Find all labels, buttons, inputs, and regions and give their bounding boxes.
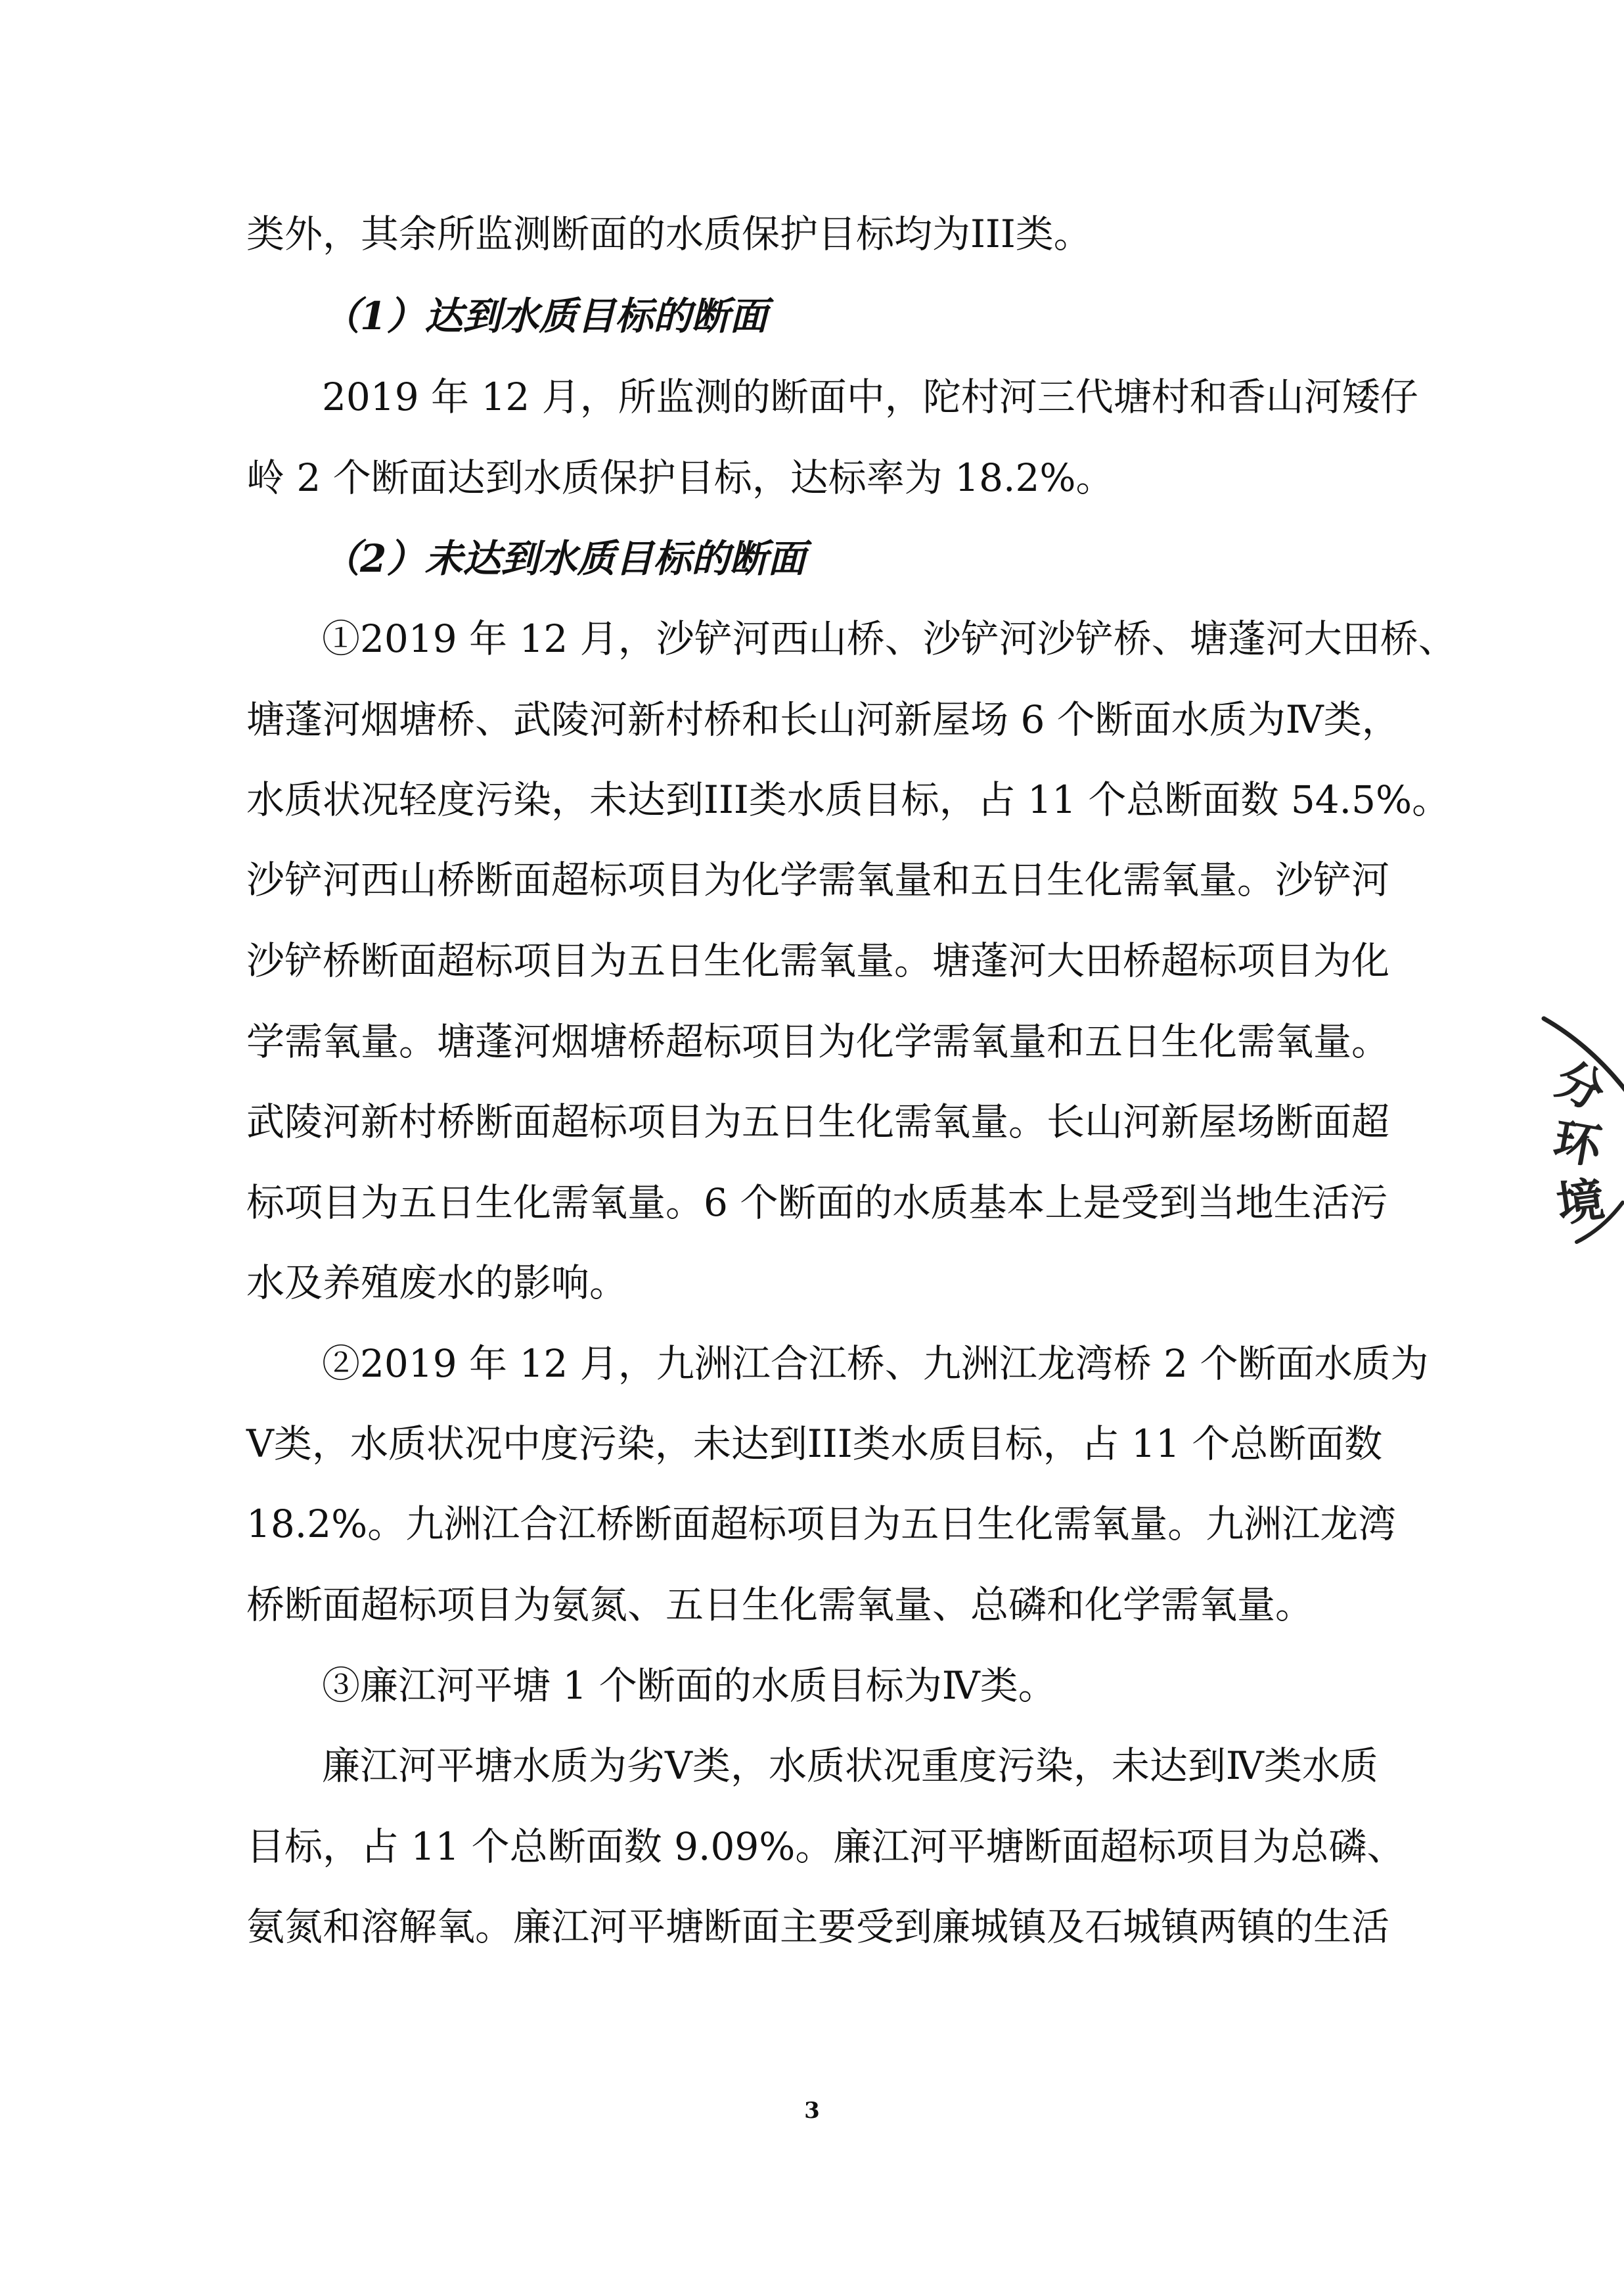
paragraph-line: 塘蓬河烟塘桥、武陵河新村桥和长山河新屋场 6 个断面水质为Ⅳ类， (246, 697, 1400, 742)
paragraph-line: ②2019 年 12 月，九洲江合江桥、九洲江龙湾桥 2 个断面水质为 (322, 1341, 1429, 1386)
paragraph-line: ①2019 年 12 月，沙铲河西山桥、沙铲河沙铲桥、塘蓬河大田桥、 (322, 616, 1456, 661)
paragraph-line: ③廉江河平塘 1 个断面的水质目标为Ⅳ类。 (322, 1663, 1056, 1708)
paragraph-line: 目标，占 11 个总断面数 9.09%。廉江河平塘断面超标项目为总磷、 (246, 1824, 1405, 1869)
paragraph-line: 学需氧量。塘蓬河烟塘桥超标项目为化学需氧量和五日生化需氧量。 (246, 1019, 1390, 1064)
paragraph-line: 岭 2 个断面达到水质保护目标，达标率为 18.2%。 (246, 455, 1114, 500)
paragraph-line: 2019 年 12 月，所监测的断面中，陀村河三代塘村和香山河矮仔 (322, 375, 1418, 419)
paragraph-line: 类外，其余所监测断面的水质保护目标均为III类。 (246, 212, 1092, 256)
svg-text:分: 分 (1547, 1050, 1614, 1121)
paragraph-line: 标项目为五日生化需氧量。6 个断面的水质基本上是受到当地生活污 (246, 1180, 1388, 1225)
paragraph-line: 廉江河平塘水质为劣Ⅴ类，水质状况重度污染，未达到Ⅳ类水质 (322, 1743, 1378, 1788)
stamp-glyphs (1547, 1050, 1613, 1232)
paragraph-line: Ⅴ类，水质状况中度污染，未达到III类水质目标，占 11 个总断面数 (246, 1421, 1383, 1466)
paragraph-line: 武陵河新村桥断面超标项目为五日生化需氧量。长山河新屋场断面超 (246, 1099, 1390, 1144)
svg-text:境: 境 (1553, 1170, 1608, 1233)
paragraph-line: 氨氮和溶解氧。廉江河平塘断面主要受到廉城镇及石城镇两镇的生活 (246, 1904, 1390, 1949)
paragraph-line: 18.2%。九洲江合江桥断面超标项目为五日生化需氧量。九洲江龙湾 (246, 1502, 1397, 1546)
paragraph-line: 水质状况轻度污染，未达到III类水质目标，占 11 个总断面数 54.5%。 (246, 777, 1451, 822)
seal-stamp-partial (1531, 992, 1624, 1268)
paragraph-line: 桥断面超标项目为氨氮、五日生化需氧量、总磷和化学需氧量。 (246, 1582, 1314, 1627)
section-heading: （2）未达到水质目标的断面 (322, 536, 806, 581)
section-heading: （1）达到水质目标的断面 (322, 294, 768, 338)
paragraph-line: 水及养殖废水的影响。 (246, 1260, 628, 1305)
paragraph-line: 沙铲桥断面超标项目为五日生化需氧量。塘蓬河大田桥超标项目为化 (246, 938, 1390, 983)
paragraph-line: 沙铲河西山桥断面超标项目为化学需氧量和五日生化需氧量。沙铲河 (246, 858, 1390, 902)
page-number: 3 (804, 2098, 820, 2124)
svg-text:环: 环 (1549, 1111, 1606, 1175)
